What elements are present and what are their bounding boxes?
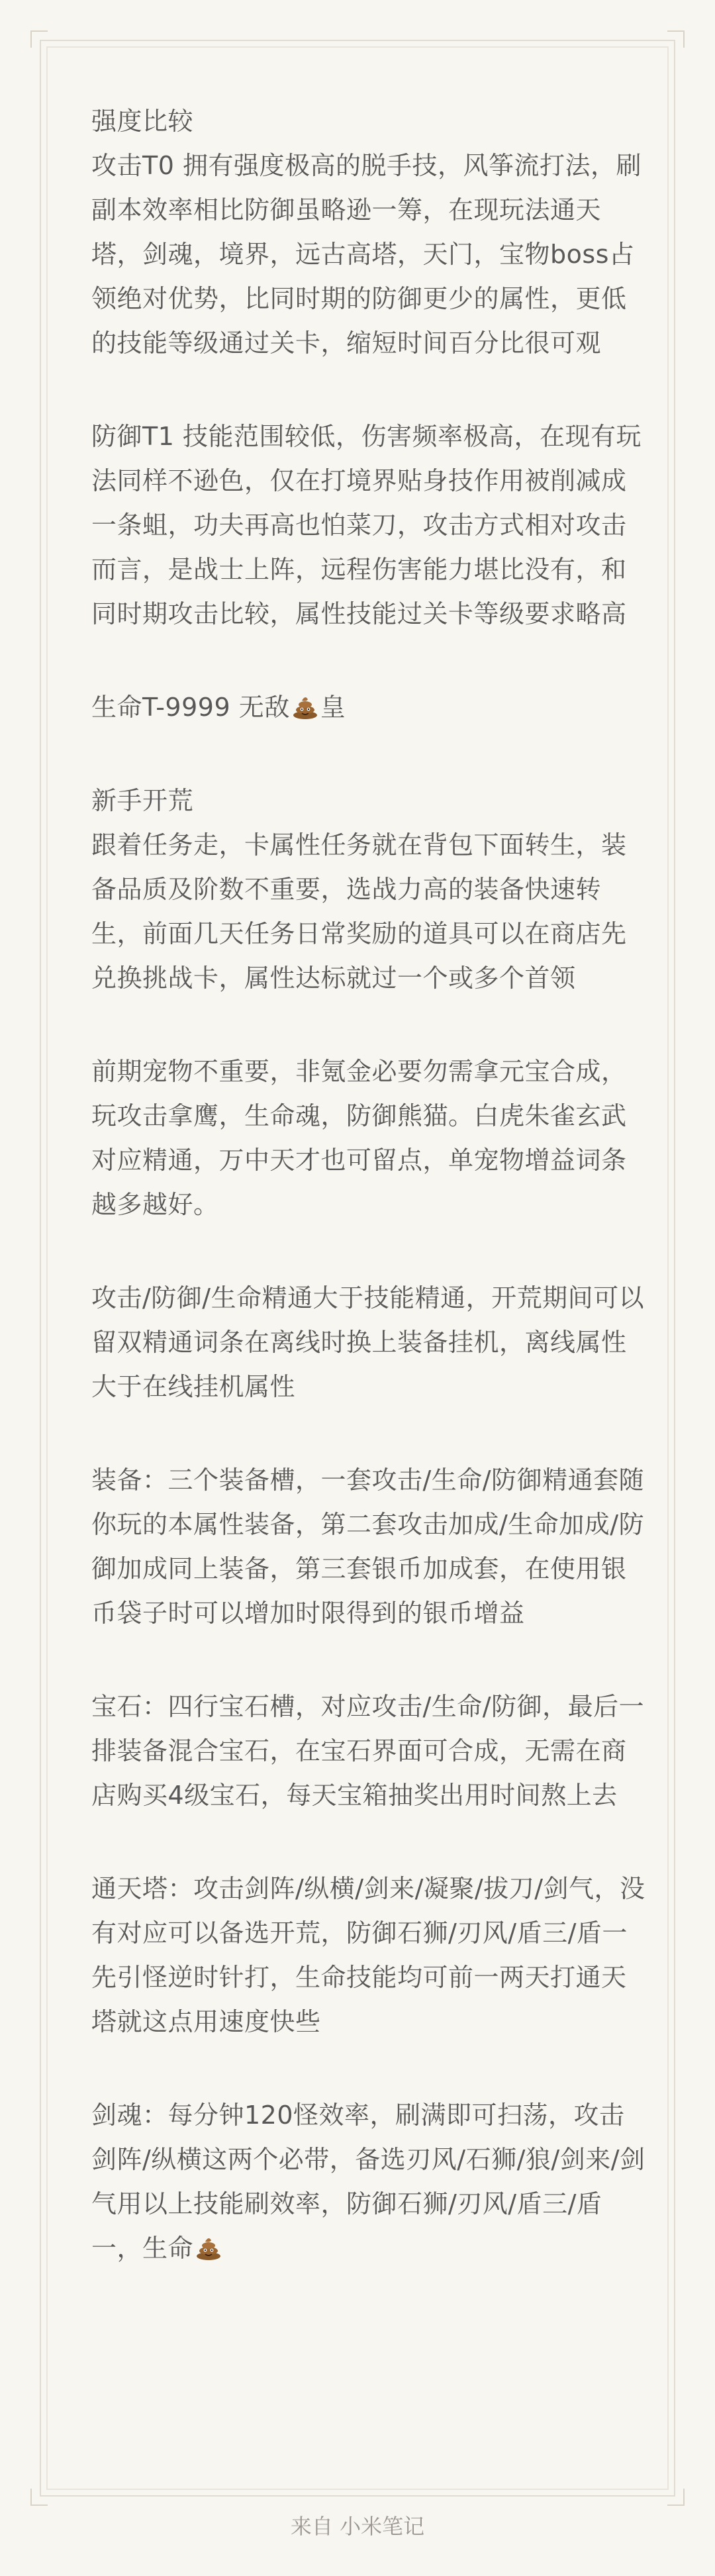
heading-strength: 强度比较 [91, 107, 194, 136]
poop-emoji-icon [195, 2234, 222, 2261]
paragraph-pets: 前期宠物不重要，非氪金必要勿需拿元宝合成，玩攻击拿鹰，生命魂，防御熊猫。白虎朱雀玄武对应精通，万中天才也可留点，单宠物增益词条越多越好。 [91, 1057, 627, 1219]
life-prefix-text: 生命T-9999 无敌 [91, 693, 290, 722]
note-content [91, 99, 647, 2271]
paragraph-mastery: 攻击/防御/生命精通大于技能精通，开荒期间可以留双精通词条在离线时换上装备挂机，离线属性大于在线挂机属性 [91, 1283, 645, 1401]
paragraph-tower: 通天塔：攻击剑阵/纵横/剑来/凝聚/拔刀/剑气，没有对应可以备选开荒，防御石狮/刃风/盾三/盾一先引怪逆时针打，生命技能均可前一两天打通天塔就这点用速度快些 [91, 1874, 645, 2036]
poop-emoji-icon [291, 693, 319, 720]
paragraph-sword-soul [91, 2093, 647, 2271]
paragraph-life [91, 685, 647, 730]
paragraph-equipment: 装备：三个装备槽，一套攻击/生命/防御精通套随你玩的本属性装备，第二套攻击加成/生命加成/防御加成同上装备，第三套银币加成套，在使用银币袋子时可以增加时限得到的银币增益 [91, 1465, 645, 1628]
sword-soul-text: 剑魂：每分钟120怪效率，刷满即可扫荡，攻击剑阵/纵横这两个必带，备选刃风/石狮/狼/剑来/剑气用以上技能刷效率，防御石狮/刃风/盾三/盾一，生命 [91, 2101, 645, 2263]
paragraph-defense-t1: 防御T1 技能范围较低，伤害频率极高，在现有玩法同样不逊色，仅在打境界贴身技作用被削减成一条蛆，功夫再高也怕菜刀，攻击方式相对攻击而言，是战士上阵，远程伤害能力堪比没有，和同时期攻击比较，属性技能过关卡等级要求略高 [91, 422, 642, 628]
paragraph-attack-t0: 攻击T0 拥有强度极高的脱手技，风筝流打法，刷副本效率相比防御虽略逊一筹，在现玩法通天塔，剑魂，境界，远古高塔，天门，宝物boss占领绝对优势，比同时期的防御更少的属性，更低的技能等级通过关卡，缩短时间百分比很可观 [91, 151, 642, 358]
paragraph-gems: 宝石：四行宝石槽，对应攻击/生命/防御，最后一排装备混合宝石，在宝石界面可合成，无需在商店购买4级宝石，每天宝箱抽奖出用时间熬上去 [91, 1692, 645, 1810]
footer-source: 来自 小米笔记 [290, 2514, 425, 2539]
life-suffix-text: 皇 [320, 693, 346, 722]
heading-newbie: 新手开荒 [91, 786, 194, 815]
paragraph-newbie: 跟着任务走，卡属性任务就在背包下面转生，装备品质及阶数不重要，选战力高的装备快速转生，前面几天任务日常奖励的道具可以在商店先兑换挑战卡，属性达标就过一个或多个首领 [91, 830, 627, 993]
